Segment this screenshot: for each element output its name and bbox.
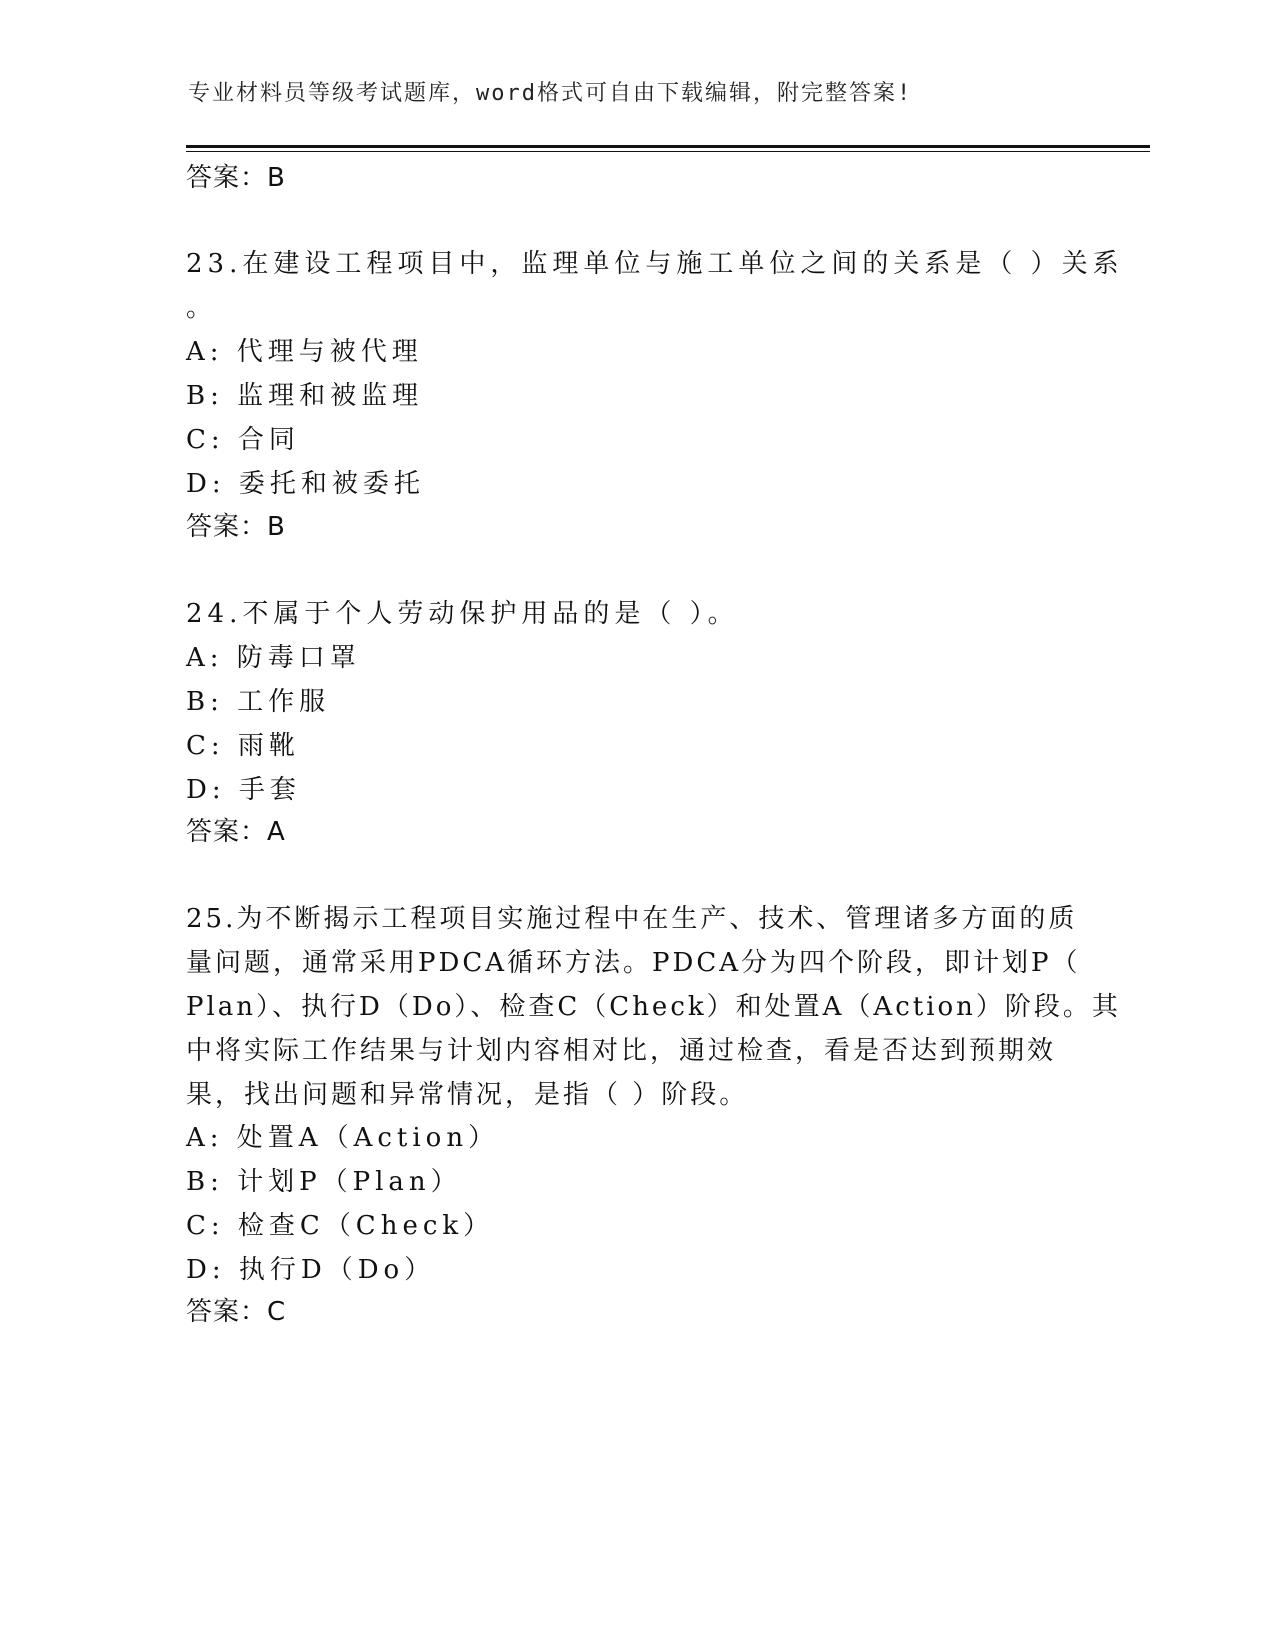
question-25-answer: 答案：C — [186, 1297, 287, 1327]
question-25-option-b: B: 计划P（Plan） — [186, 1167, 462, 1197]
previous-answer: 答案：B — [186, 163, 286, 193]
question-25-line-2: 量问题，通常采用PDCA循环方法。PDCA分为四个阶段，即计划P（ — [186, 948, 1081, 978]
question-24-option-c: C: 雨靴 — [186, 731, 300, 761]
question-25-line-3: Plan）、执行D（Do）、检查C（Check）和处置A（Action）阶段。其 — [186, 992, 1121, 1022]
question-25-line-5: 果，找出问题和异常情况，是指（ ）阶段。 — [186, 1080, 749, 1110]
page-header: 专业材料员等级考试题库，word格式可自由下载编辑，附完整答案! — [188, 81, 913, 106]
question-24-line-1: 24.不属于个人劳动保护用品的是（ ）。 — [186, 599, 739, 629]
question-23-line-1: 23.在建设工程项目中，监理单位与施工单位之间的关系是（ ）关系 — [186, 249, 1124, 279]
question-25-option-c: C: 检查C（Check） — [186, 1211, 495, 1241]
question-24-option-b: B: 工作服 — [186, 687, 331, 717]
header-rule-thin — [186, 151, 1150, 152]
header-rule-thick — [186, 145, 1150, 148]
question-23-answer: 答案：B — [186, 512, 286, 542]
question-25-line-1: 25.为不断揭示工程项目实施过程中在生产、技术、管理诸多方面的质 — [186, 904, 1078, 934]
question-23-option-d: D: 委托和被委托 — [186, 469, 425, 499]
question-23-option-b: B: 监理和被监理 — [186, 381, 424, 411]
question-25-option-d: D: 执行D（Do） — [186, 1255, 436, 1285]
question-25-line-4: 中将实际工作结果与计划内容相对比，通过检查，看是否达到预期效 — [186, 1036, 1057, 1066]
question-23-option-c: C: 合同 — [186, 425, 300, 455]
question-24-option-d: D: 手套 — [186, 775, 301, 805]
question-25-option-a: A: 处置A（Action） — [186, 1123, 500, 1153]
question-24-answer: 答案：A — [186, 817, 286, 847]
question-24-option-a: A: 防毒口罩 — [186, 643, 361, 673]
question-23-option-a: A: 代理与被代理 — [186, 337, 423, 367]
question-23-line-2: 。 — [186, 293, 218, 323]
